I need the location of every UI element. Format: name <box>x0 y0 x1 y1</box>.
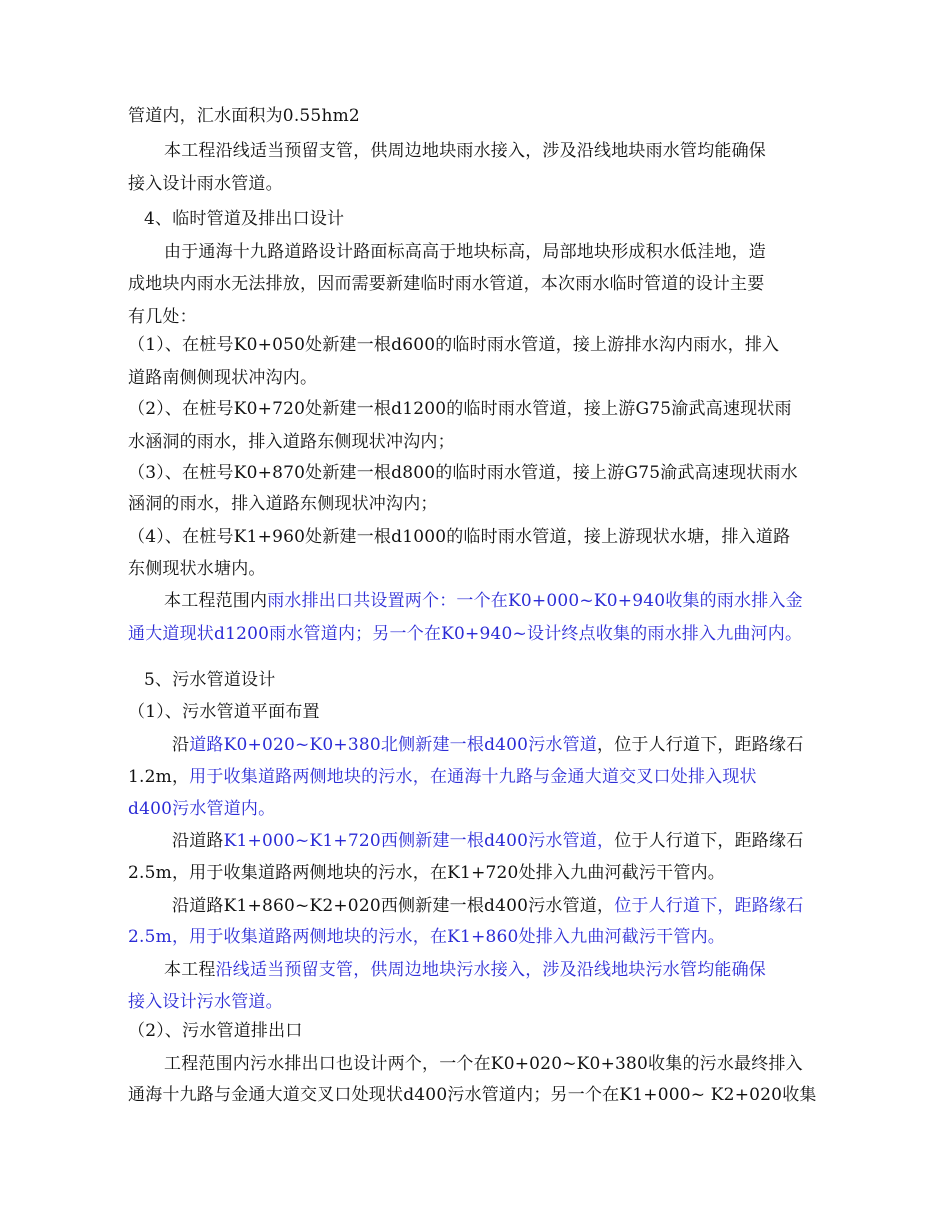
highlighted-text: 雨水排出口共设置两个：一个在K0+000~K0+940收集的雨水排入金 <box>267 591 803 611</box>
text-segment: （3）、在桩号K0+870处新建一根d800的临时雨水管道，接上游G75渝武高速现状雨水 <box>128 463 798 483</box>
text-segment: 4、临时管道及排出口设计 <box>144 209 345 229</box>
text-line <box>128 272 764 296</box>
text-segment: 2.5m，用于收集道路两侧地块的污水，在K1+720处排入九曲河截污干管内。 <box>128 863 725 883</box>
text-segment: （4）、在桩号K1+960处新建一根d1000的临时雨水管道，接上游现状水塘，排入道路 <box>128 527 791 547</box>
text-line <box>164 240 766 264</box>
text-line <box>172 733 803 757</box>
text-line <box>144 668 275 692</box>
text-line <box>128 1083 817 1107</box>
text-line <box>128 925 725 949</box>
text-line <box>164 139 766 163</box>
text-segment: （1）、污水管道平面布置 <box>128 702 320 722</box>
text-line <box>164 589 803 613</box>
text-segment: 成地块内雨水无法排放，因而需要新建临时雨水管道，本次雨水临时管道的设计主要 <box>128 274 765 294</box>
text-line <box>128 305 197 329</box>
text-line <box>128 492 438 516</box>
text-segment: （2）、在桩号K0+720处新建一根d1200的临时雨水管道，接上游G75渝武高速现状雨 <box>128 399 792 419</box>
text-segment: 本工程沿线适当预留支管，供周边地块雨水接入，涉及沿线地块雨水管均能确保 <box>164 141 766 161</box>
text-segment: 通海十九路与金通大道交叉口处现状d400污水管道内；另一个在K1+000~ K2+020收集 <box>128 1085 817 1105</box>
highlighted-text: 通大道现状d1200雨水管道内；另一个在K0+940~设计终点收集的雨水排入九曲河内。 <box>128 624 803 644</box>
text-segment: 水涵洞的雨水，排入道路东侧现状冲沟内； <box>128 432 455 452</box>
text-line <box>128 333 779 357</box>
text-line <box>128 366 317 390</box>
text-line <box>144 207 344 231</box>
text-line <box>164 958 766 982</box>
text-line <box>128 461 798 485</box>
text-line <box>172 829 803 853</box>
text-line <box>128 557 266 581</box>
highlighted-text: 沿线适当预留支管，供周边地块污水接入，涉及沿线地块污水管均能确保 <box>215 960 767 980</box>
text-line <box>128 861 725 885</box>
highlighted-text: 2.5m，用于收集道路两侧地块的污水，在K1+860处排入九曲河截污干管内。 <box>128 927 725 947</box>
text-segment: 道路南侧侧现状冲沟内。 <box>128 368 318 388</box>
highlighted-text: K1+000~K1+720西侧新建一根d400污水管道， <box>223 831 615 851</box>
text-line <box>128 622 802 646</box>
text-segment: 1.2m， <box>128 767 190 787</box>
text-segment: 本工程 <box>164 960 216 980</box>
text-line <box>128 525 790 549</box>
text-segment: 5、污水管道设计 <box>144 670 276 690</box>
text-segment: 东侧现状水塘内。 <box>128 559 266 579</box>
highlighted-text: d400污水管道内。 <box>128 799 276 819</box>
text-segment: 沿道路K1+860~K2+020西侧新建一根d400污水管道， <box>172 896 615 916</box>
text-segment: 工程范围内污水排出口也设计两个，一个在K0+020~K0+380收集的污水最终排入 <box>164 1054 803 1074</box>
text-line <box>128 1019 303 1043</box>
text-line <box>128 765 757 789</box>
text-segment: 管道内，汇水面积为0.55hm2 <box>128 106 360 126</box>
highlighted-text: 道路K0+020~K0+380北侧新建一根d400污水管道 <box>189 735 597 755</box>
highlighted-text: 接入设计污水管道。 <box>128 992 283 1012</box>
text-segment: 接入设计雨水管道。 <box>128 174 283 194</box>
text-line <box>164 1052 803 1076</box>
highlighted-text: 用于收集道路两侧地块的污水，在通海十九路与金通大道交叉口处排入现状 <box>189 767 757 787</box>
text-line <box>128 990 283 1014</box>
text-segment: 有几处： <box>128 307 197 327</box>
text-segment: 本工程范围内 <box>164 591 268 611</box>
text-line <box>172 894 803 918</box>
text-segment: 由于通海十九路道路设计路面标高高于地块标高，局部地块形成积水低洼地，造 <box>164 242 766 262</box>
text-segment: 沿 <box>172 735 190 755</box>
text-segment: 涵洞的雨水，排入道路东侧现状冲沟内； <box>128 494 438 514</box>
text-line <box>128 797 275 821</box>
text-line <box>128 172 283 196</box>
text-segment: ，位于人行道下，距路缘石 <box>597 735 804 755</box>
highlighted-text: 位于人行道下，距路缘石 <box>614 896 804 916</box>
text-segment: 沿道路 <box>172 831 224 851</box>
text-segment: （1）、在桩号K0+050处新建一根d600的临时雨水管道，接上游排水沟内雨水，排入 <box>128 335 780 355</box>
text-segment: （2）、污水管道排出口 <box>128 1021 303 1041</box>
text-line <box>128 397 792 421</box>
text-segment: 位于人行道下，距路缘石 <box>614 831 804 851</box>
text-line <box>128 700 320 724</box>
text-line <box>128 104 360 128</box>
text-line <box>128 430 455 454</box>
